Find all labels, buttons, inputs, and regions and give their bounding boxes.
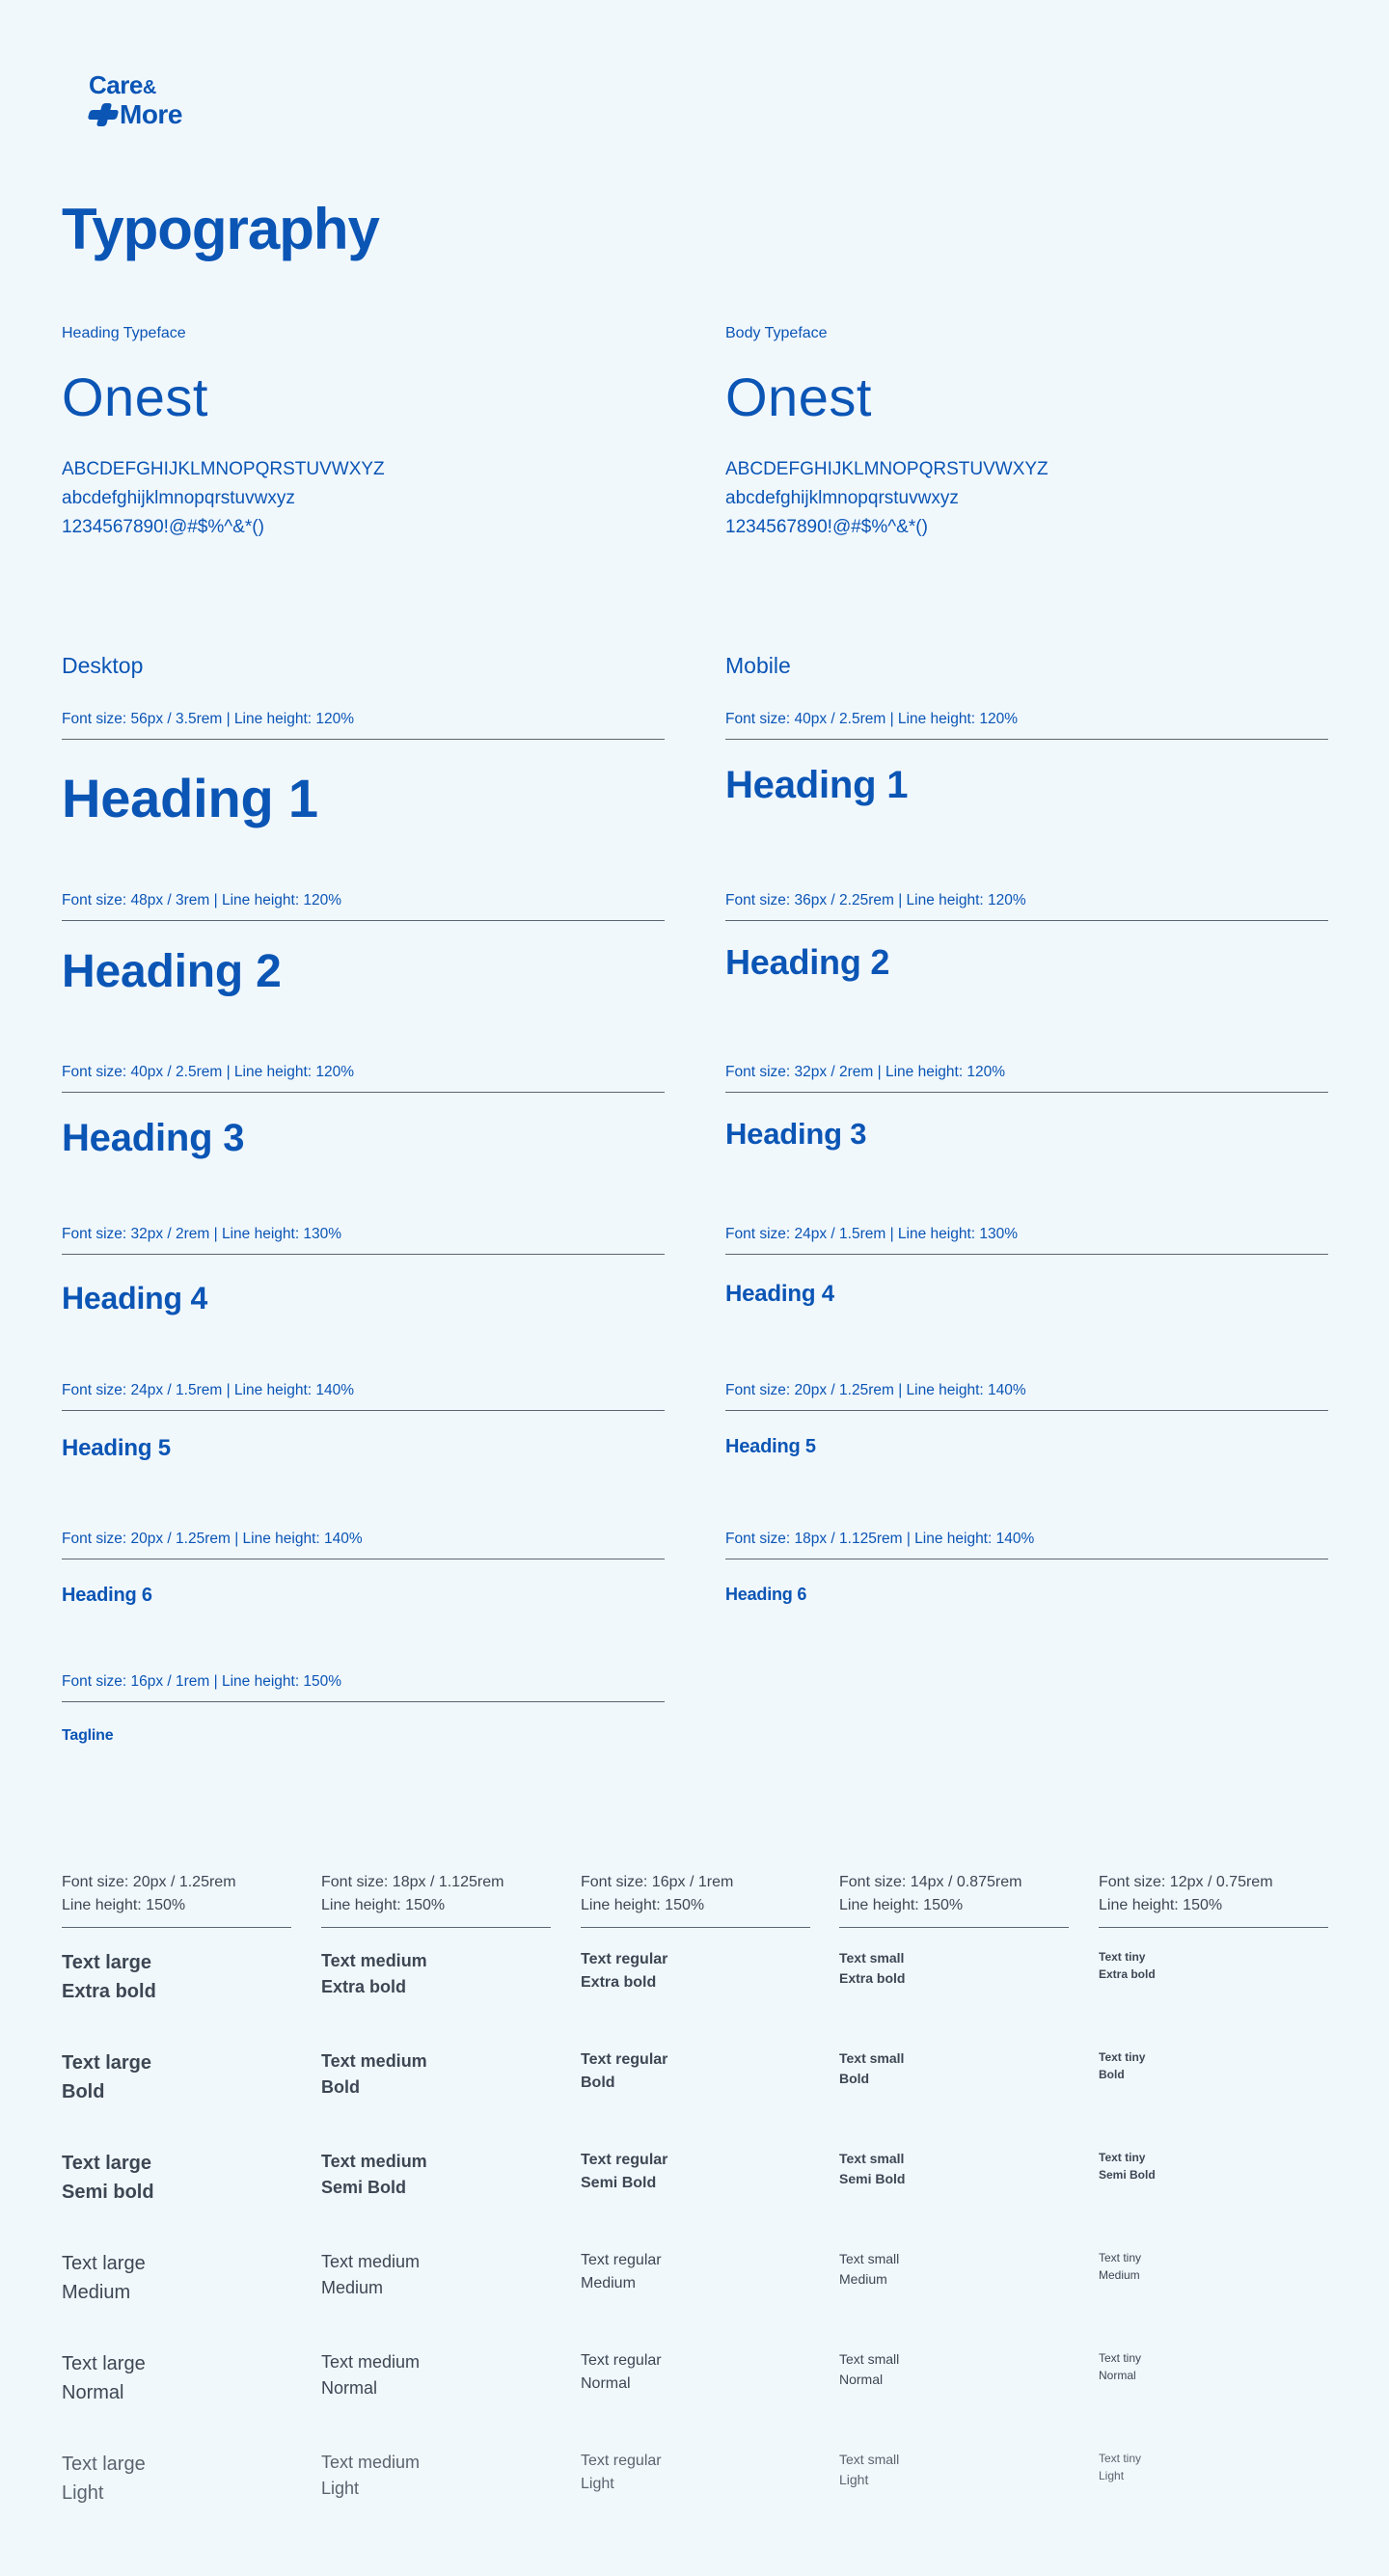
text-style-weight: Normal <box>1099 2369 1136 2382</box>
desktop-heading-1: Heading 1 <box>62 768 318 828</box>
mobile-title: Mobile <box>725 653 791 678</box>
text-style-name: Text regular <box>581 2051 668 2068</box>
desktop-title: Desktop <box>62 653 144 678</box>
text-style-sample <box>581 2450 662 2496</box>
spec-line-height: Line height: 150% <box>321 1897 446 1913</box>
text-style-weight: Light <box>62 2482 104 2504</box>
text-style-sample <box>839 2249 899 2290</box>
text-style-sample <box>839 1948 905 1989</box>
text-style-sample <box>1099 2249 1141 2284</box>
spec-font-size: Font size: 12px / 0.75rem <box>1099 1874 1273 1890</box>
text-style-sample <box>62 2149 154 2207</box>
text-style-weight: Extra bold <box>581 1974 657 1991</box>
text-style-name: Text regular <box>581 2252 662 2268</box>
spec-font-size: Font size: 20px / 1.25rem <box>62 1874 236 1890</box>
text-style-weight: Bold <box>1099 2068 1125 2081</box>
text-style-weight: Bold <box>62 2081 105 2102</box>
text-style-sample <box>1099 2450 1141 2484</box>
text-tiny-column <box>1099 1871 1328 2482</box>
text-style-sample <box>581 1948 667 1994</box>
desktop-heading-5: Heading 5 <box>62 1435 171 1461</box>
desktop-h2-spec: Font size: 48px / 3rem | Line height: 120% <box>62 891 665 921</box>
text-style-weight: Medium <box>581 2275 636 2291</box>
text-style-weight: Light <box>1099 2469 1125 2482</box>
text-style-weight: Extra bold <box>321 1977 407 1996</box>
text-tiny-spec <box>1099 1871 1328 1928</box>
text-style-weight: Normal <box>62 2382 124 2403</box>
text-style-name: Text small <box>839 2251 900 2266</box>
glyphs-uppercase: ABCDEFGHIJKLMNOPQRSTUVWXYZ <box>725 459 1049 479</box>
text-style-sample <box>839 2349 899 2390</box>
page-title: Typography <box>62 197 379 261</box>
text-style-weight: Bold <box>321 2077 360 2097</box>
desktop-tagline-spec: Font size: 16px / 1rem | Line height: 150% <box>62 1672 665 1702</box>
text-style-sample <box>581 2149 667 2195</box>
text-style-name: Text small <box>839 1950 905 1966</box>
text-style-weight: Medium <box>62 2282 131 2303</box>
text-style-weight: Extra bold <box>839 1970 906 1986</box>
text-large-spec <box>62 1871 291 1928</box>
heading-typeface-section <box>62 324 660 542</box>
body-typeface-name: Onest <box>725 366 872 427</box>
mobile-h1-spec: Font size: 40px / 2.5rem | Line height: 120% <box>725 710 1328 740</box>
text-style-sample <box>1099 2149 1156 2183</box>
desktop-heading-2: Heading 2 <box>62 946 282 997</box>
text-style-name: Text large <box>62 2454 146 2475</box>
text-style-name: Text large <box>62 1952 151 1973</box>
text-style-weight: Normal <box>581 2375 631 2392</box>
text-style-sample <box>62 2048 151 2106</box>
spec-line-height: Line height: 150% <box>581 1897 705 1913</box>
glyphs-numbers: 1234567890!@#$%^&*() <box>62 517 264 537</box>
text-style-name: Text medium <box>321 2352 421 2372</box>
text-regular-column <box>581 1871 810 2492</box>
text-style-weight: Light <box>839 2472 869 2487</box>
mobile-heading-3: Heading 3 <box>725 1117 867 1151</box>
text-style-sample <box>62 1948 156 2006</box>
mobile-h6-spec: Font size: 18px / 1.125rem | Line height: 140% <box>725 1530 1328 1559</box>
text-style-sample <box>62 2249 146 2307</box>
text-style-name: Text small <box>839 2151 905 2166</box>
text-style-weight: Bold <box>839 2071 870 2086</box>
text-regular-spec <box>581 1871 810 1928</box>
text-small-spec <box>839 1871 1069 1928</box>
text-style-weight: Light <box>581 2476 614 2492</box>
text-style-sample <box>1099 2048 1145 2083</box>
text-style-sample <box>839 2149 905 2189</box>
text-style-sample <box>321 1948 427 2000</box>
text-style-weight: Semi Bold <box>581 2175 657 2191</box>
mobile-h2-spec: Font size: 36px / 2.25rem | Line height: 120% <box>725 891 1328 921</box>
text-style-weight: Extra bold <box>1099 1967 1156 1981</box>
text-style-weight: Semi Bold <box>839 2171 906 2186</box>
text-style-sample <box>581 2048 667 2095</box>
desktop-tagline: Tagline <box>62 1727 114 1744</box>
spec-font-size: Font size: 18px / 1.125rem <box>321 1874 504 1890</box>
glyphs-uppercase: ABCDEFGHIJKLMNOPQRSTUVWXYZ <box>62 459 385 479</box>
text-style-weight: Extra bold <box>62 1981 156 2002</box>
body-typeface-label: Body Typeface <box>725 325 828 341</box>
mobile-h4-spec: Font size: 24px / 1.5rem | Line height: 130% <box>725 1225 1328 1255</box>
text-style-name: Text tiny <box>1099 2251 1142 2264</box>
text-style-weight: Semi Bold <box>321 2178 407 2197</box>
text-style-name: Text large <box>62 2052 151 2074</box>
text-style-name: Text tiny <box>1099 2452 1142 2465</box>
text-style-weight: Medium <box>1099 2268 1140 2282</box>
text-style-name: Text tiny <box>1099 2151 1146 2164</box>
spec-line-height: Line height: 150% <box>839 1897 964 1913</box>
text-style-name: Text tiny <box>1099 2351 1142 2365</box>
text-style-weight: Bold <box>581 2074 615 2091</box>
desktop-column <box>62 652 665 1761</box>
text-style-sample <box>839 2048 904 2089</box>
mobile-heading-4: Heading 4 <box>725 1281 834 1307</box>
text-medium-spec <box>321 1871 551 1928</box>
text-style-sample <box>321 2349 420 2401</box>
text-large-column <box>62 1871 291 2504</box>
text-style-name: Text medium <box>321 2051 427 2071</box>
text-style-name: Text tiny <box>1099 1950 1146 1964</box>
text-style-sample <box>62 2450 146 2508</box>
text-style-name: Text small <box>839 2452 900 2467</box>
mobile-h3-spec: Font size: 32px / 2rem | Line height: 120% <box>725 1063 1328 1093</box>
text-style-name: Text regular <box>581 2453 662 2469</box>
text-style-sample <box>581 2349 662 2396</box>
text-style-weight: Light <box>321 2479 360 2498</box>
text-style-name: Text tiny <box>1099 2050 1146 2064</box>
glyphs-lowercase: abcdefghijklmnopqrstuvwxyz <box>725 488 959 508</box>
text-style-name: Text large <box>62 2153 151 2174</box>
desktop-h4-spec: Font size: 32px / 2rem | Line height: 130% <box>62 1225 665 1255</box>
glyphs-numbers: 1234567890!@#$%^&*() <box>725 517 928 537</box>
desktop-heading-3: Heading 3 <box>62 1117 245 1159</box>
mobile-column <box>725 652 1328 1616</box>
heading-typeface-label: Heading Typeface <box>62 325 186 341</box>
text-style-weight: Medium <box>839 2271 887 2287</box>
mobile-h5-spec: Font size: 20px / 1.25rem | Line height: 140% <box>725 1381 1328 1411</box>
heading-typeface-glyphs <box>62 455 660 542</box>
desktop-heading-6: Heading 6 <box>62 1585 152 1606</box>
brand-logo <box>89 71 182 128</box>
text-style-name: Text small <box>839 2351 900 2367</box>
text-style-name: Text medium <box>321 2453 421 2472</box>
text-style-name: Text large <box>62 2253 146 2274</box>
spec-font-size: Font size: 16px / 1rem <box>581 1874 734 1890</box>
text-style-name: Text regular <box>581 2152 668 2168</box>
text-style-name: Text small <box>839 2050 905 2066</box>
text-style-sample <box>1099 2349 1141 2384</box>
cross-icon <box>89 103 118 126</box>
text-style-sample <box>321 2450 420 2502</box>
mobile-heading-6: Heading 6 <box>725 1585 807 1604</box>
desktop-h3-spec: Font size: 40px / 2.5rem | Line height: 120% <box>62 1063 665 1093</box>
body-typeface-glyphs <box>725 455 1323 542</box>
text-style-weight: Medium <box>321 2278 384 2297</box>
text-style-name: Text regular <box>581 1951 668 1967</box>
text-style-sample <box>1099 1948 1156 1983</box>
text-style-weight: Normal <box>839 2372 884 2387</box>
mobile-heading-1: Heading 1 <box>725 764 909 806</box>
mobile-heading-2: Heading 2 <box>725 942 890 982</box>
text-medium-column <box>321 1871 551 2498</box>
logo-word-care: Care <box>89 70 143 99</box>
text-style-name: Text medium <box>321 2252 421 2271</box>
text-style-name: Text medium <box>321 2152 427 2171</box>
glyphs-lowercase: abcdefghijklmnopqrstuvwxyz <box>62 488 295 508</box>
body-typeface-section <box>725 324 1323 542</box>
heading-typeface-name: Onest <box>62 366 208 427</box>
text-style-name: Text large <box>62 2353 146 2374</box>
desktop-h1-spec: Font size: 56px / 3.5rem | Line height: 120% <box>62 710 665 740</box>
desktop-h5-spec: Font size: 24px / 1.5rem | Line height: 140% <box>62 1381 665 1411</box>
text-small-column <box>839 1871 1069 2487</box>
spec-line-height: Line height: 150% <box>62 1897 186 1913</box>
spec-font-size: Font size: 14px / 0.875rem <box>839 1874 1022 1890</box>
text-style-sample <box>321 2249 420 2301</box>
text-style-sample <box>321 2149 427 2201</box>
mobile-heading-5: Heading 5 <box>725 1436 816 1457</box>
desktop-heading-4: Heading 4 <box>62 1281 208 1315</box>
logo-word-more: More <box>120 99 182 129</box>
desktop-h6-spec: Font size: 20px / 1.25rem | Line height: 140% <box>62 1530 665 1559</box>
spec-line-height: Line height: 150% <box>1099 1897 1223 1913</box>
text-style-name: Text regular <box>581 2352 662 2369</box>
text-style-sample <box>839 2450 899 2490</box>
text-style-sample <box>62 2349 146 2407</box>
text-style-weight: Normal <box>321 2378 378 2398</box>
text-style-weight: Semi Bold <box>1099 2168 1156 2182</box>
text-style-sample <box>581 2249 662 2295</box>
text-style-name: Text medium <box>321 1951 427 1970</box>
text-style-weight: Semi bold <box>62 2182 154 2203</box>
text-style-sample <box>321 2048 427 2101</box>
logo-ampersand: & <box>142 77 156 98</box>
